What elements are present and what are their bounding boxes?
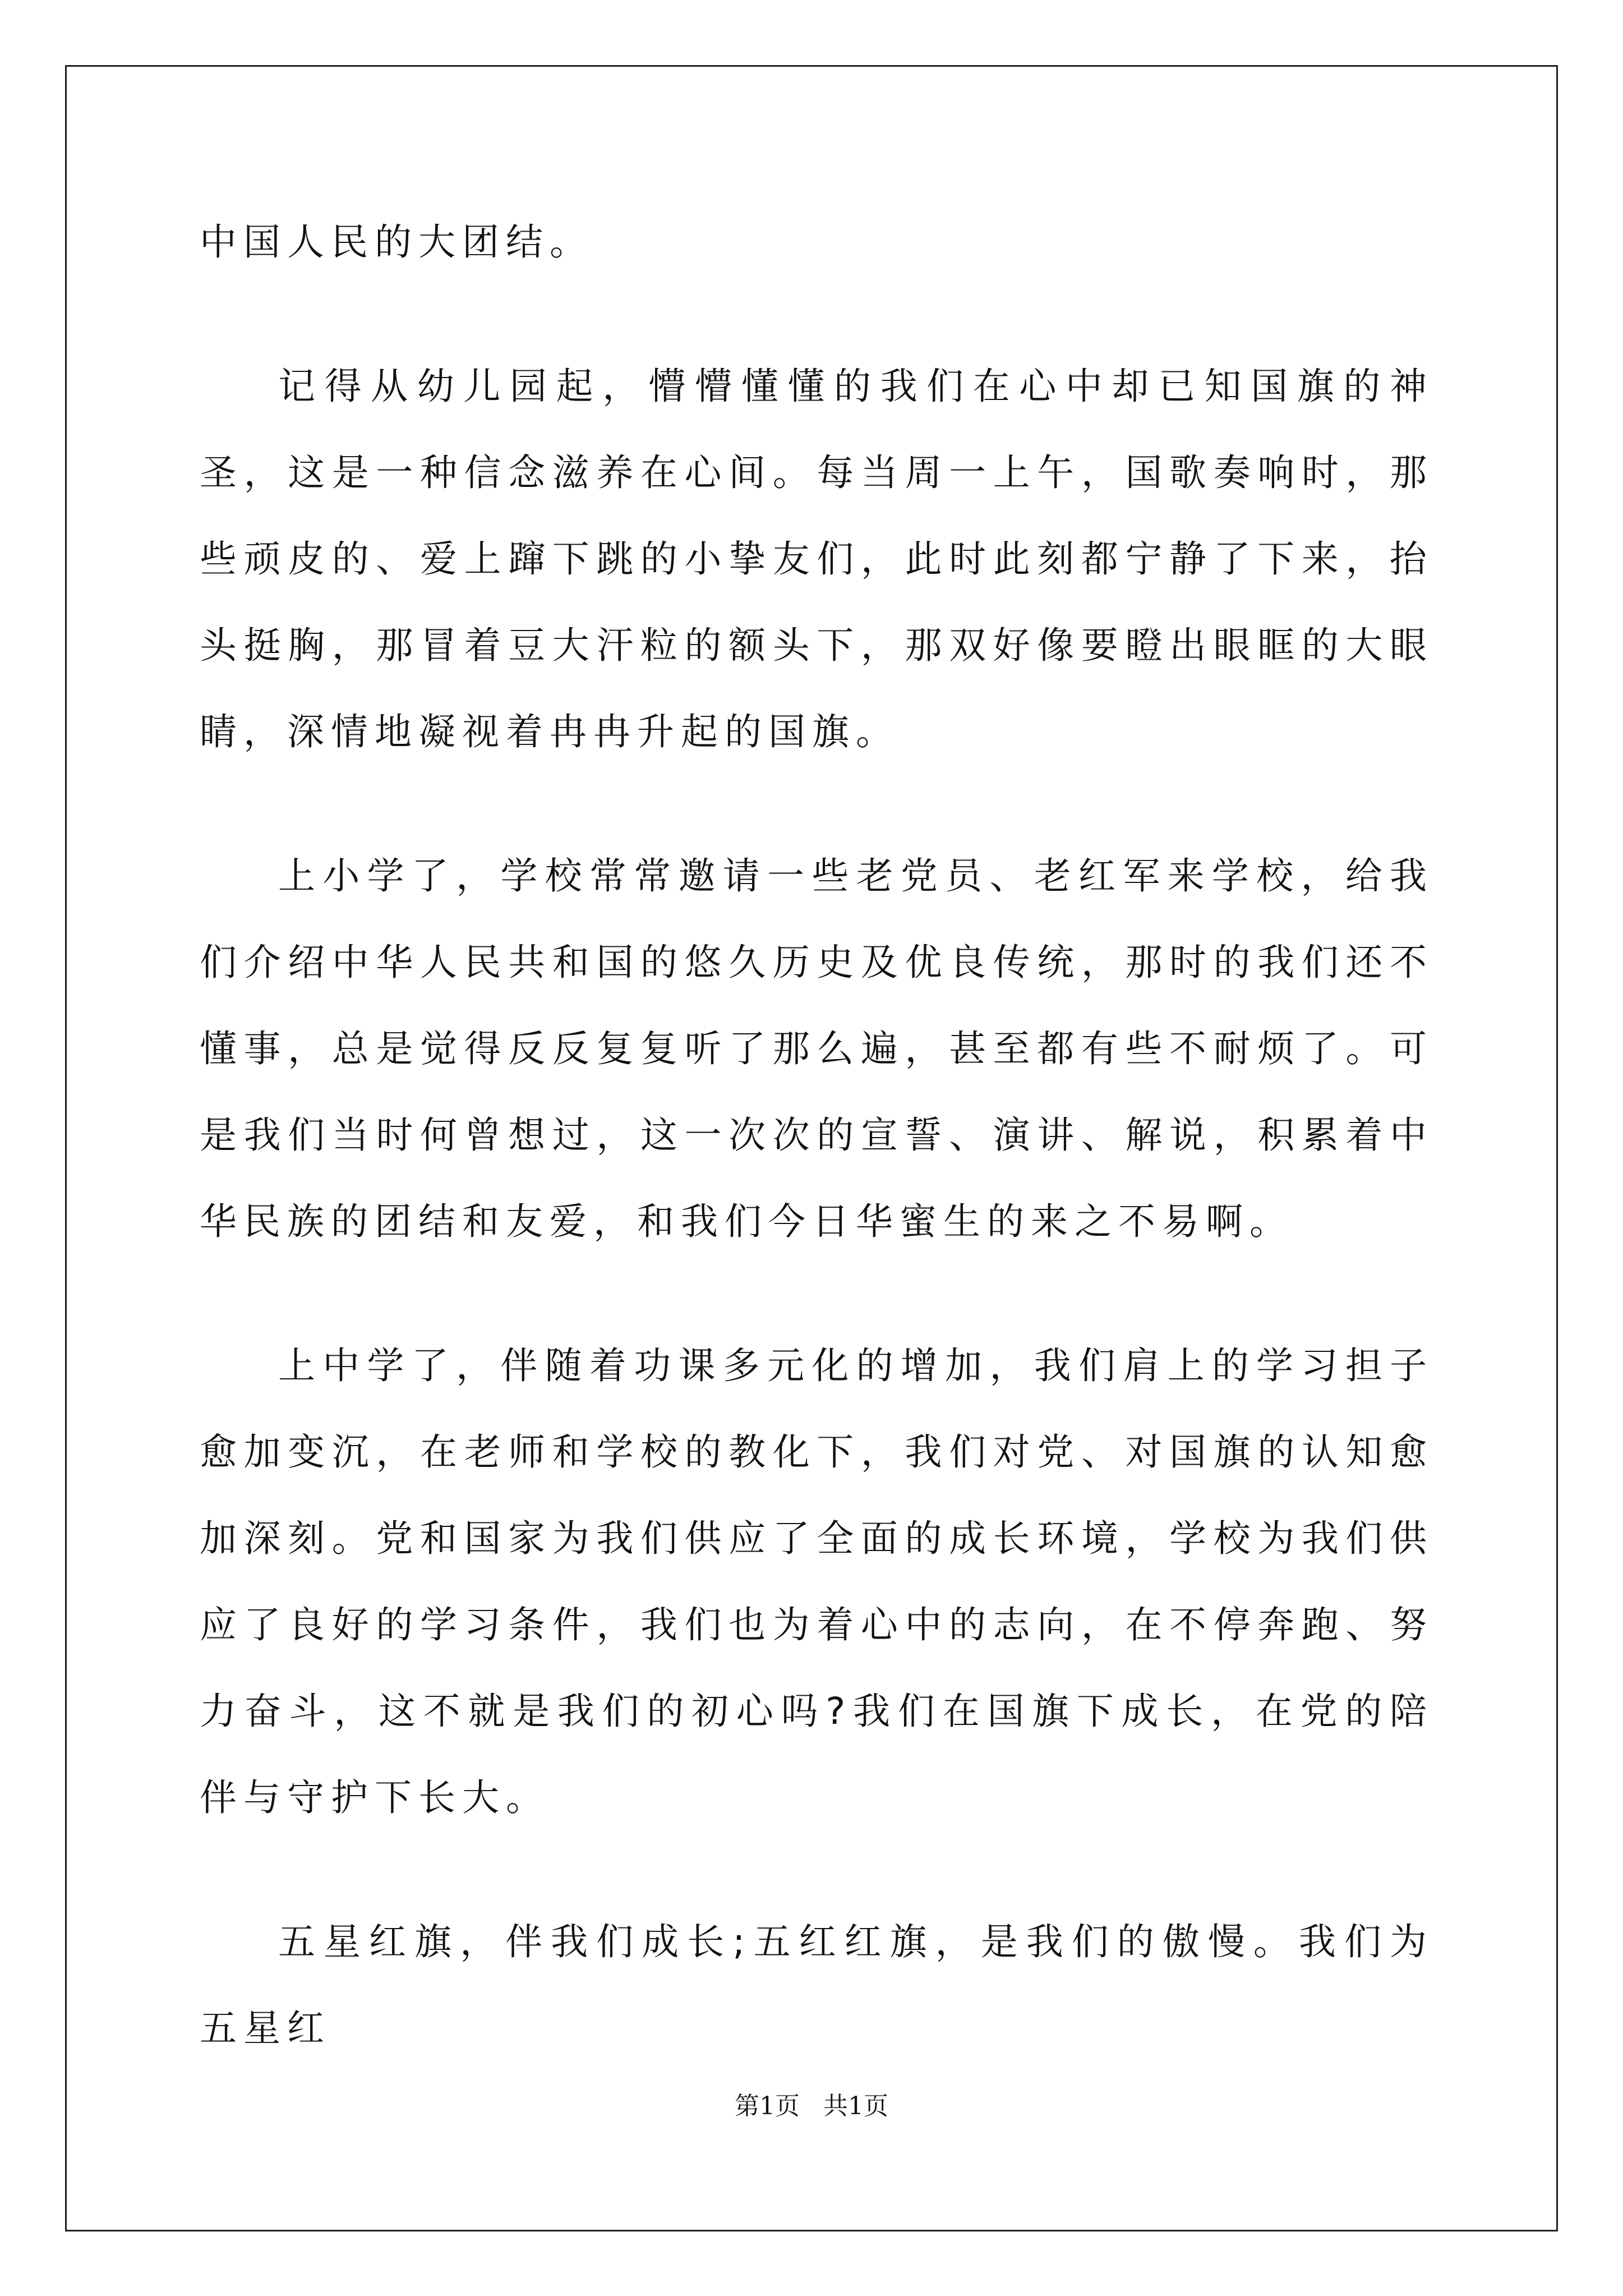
paragraph-kindergarten: 记得从幼儿园起，懵懵懂懂的我们在心中却已知国旗的神圣，这是一种信念滋养在心间。每当周一上午，国歌奏响时，那些顽皮的、爱上蹿下跳的小挚友们，此时此刻都宁静了下来，抬头挺胸，那冒着豆大汗粒的额头下，那双好像要瞪出眼眶的大眼睛，深情地凝视着冉冉升起的国旗。 bbox=[200, 365, 1433, 753]
paragraph-continuation: 中国人民的大团结。 bbox=[200, 220, 593, 264]
paragraph-five-star-flag: 五星红旗，伴我们成长;五红红旗，是我们的傲慢。我们为五星红 bbox=[200, 1920, 1433, 2050]
paragraph-middle-school: 上中学了，伴随着功课多元化的增加，我们肩上的学习担子愈加变沉，在老师和学校的教化下，我们对党、对国旗的认知愈加深刻。党和国家为我们供应了全面的成长环境，学校为我们供应了良好的学习条件，我们也为着心中的志向，在不停奔跑、努力奋斗，这不就是我们的初心吗?我们在国旗下成长，在党的陪伴与守护下长大。 bbox=[200, 1344, 1433, 1819]
page-number-footer: 第1页 共1页 bbox=[735, 2092, 888, 2120]
paragraph-primary-school: 上小学了，学校常常邀请一些老党员、老红军来学校，给我们介绍中华人民共和国的悠久历史及优良传统，那时的我们还不懂事，总是觉得反反复复听了那么遍，甚至都有些不耐烦了。可是我们当时何曾想过，这一次次的宣誓、演讲、解说，积累着中华民族的团结和友爱，和我们今日华蜜生的来之不易啊。 bbox=[200, 854, 1433, 1243]
document-body bbox=[200, 199, 1433, 2129]
